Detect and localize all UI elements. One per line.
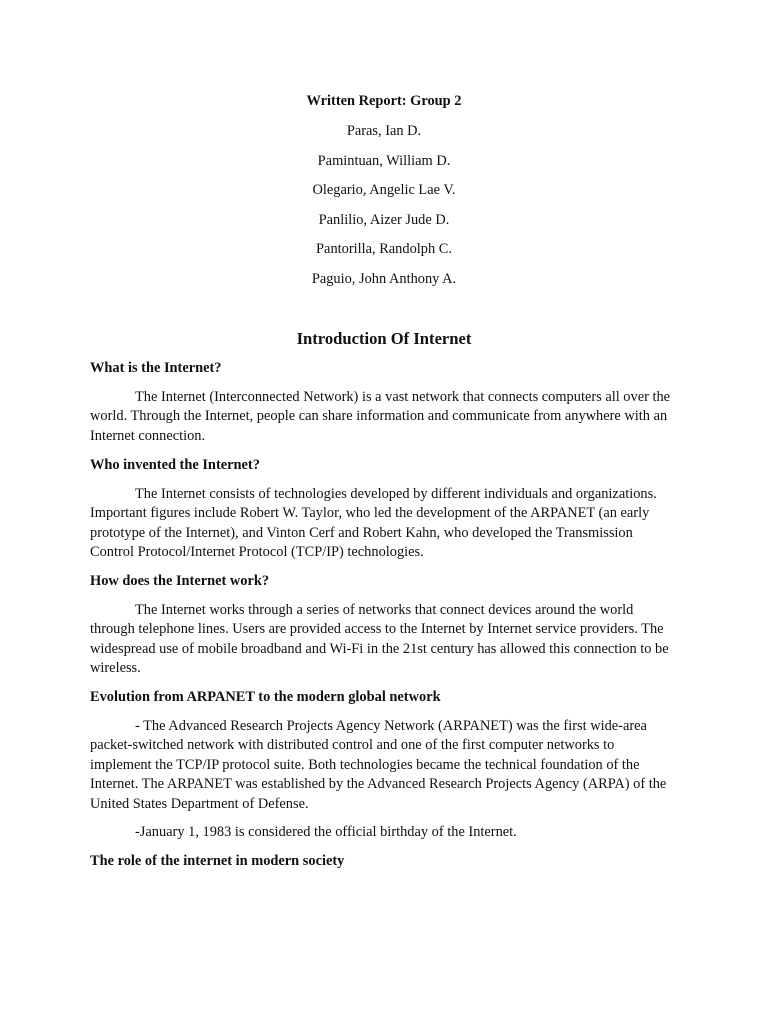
paragraph: -January 1, 1983 is considered the official birthday of the Internet. <box>135 824 517 841</box>
section-heading: The role of the internet in modern society <box>90 853 345 870</box>
author-name: Pamintuan, William D. <box>317 152 451 169</box>
paragraph: - The Advanced Research Projects Agency Network (ARPANET) was the first wide-area packet-switched network with distributed control and one of the first computer networks to implement the TCP/IP protocol suite. Both technologies became the technical foundation of the Internet. The ARPANET was established by the Advanced Research Projects Agency (ARPA) of the United States Department of Defense. <box>90 717 667 812</box>
report-title: Written Report: Group 2 <box>306 93 462 109</box>
paragraph: The Internet (Interconnected Network) is a vast network that connects computers all over the world. Through the Internet, people can share information and communicate from anywhere with an Internet connection. <box>90 388 671 444</box>
author-name: Paguio, John Anthony A. <box>311 270 457 287</box>
document-title: Introduction Of Internet <box>296 328 472 348</box>
section-who-invented <box>90 456 678 563</box>
paragraph: The Internet consists of technologies developed by different individuals and organizations. Important figures include Robert W. Taylor, who led the development of the ARPANET (an early prototype of the Internet), and Vinton Cerf and Robert Kahn, who developed the Transmission Control Protocol/Internet Protocol (TCP/IP) technologies. <box>90 485 657 560</box>
section-heading: How does the Internet work? <box>90 572 270 589</box>
report-header <box>90 0 678 289</box>
section-evolution <box>90 688 678 843</box>
section-heading: Who invented the Internet? <box>90 456 260 473</box>
paragraph: The Internet works through a series of networks that connect devices around the world through telephone lines. Users are provided access to the Internet by Internet service providers. The widespread use of mobile broadband and Wi-Fi in the 21st century has allowed this connection to be wireless. <box>90 601 669 677</box>
author-name: Panlilio, Aizer Jude D. <box>318 211 450 228</box>
author-name: Paras, Ian D. <box>346 123 422 139</box>
section-how-it-works <box>90 572 678 679</box>
section-what-is-internet <box>90 359 678 446</box>
section-role-in-society <box>90 852 678 872</box>
section-heading: What is the Internet? <box>90 359 222 376</box>
section-heading: Evolution from ARPANET to the modern global network <box>90 688 441 705</box>
author-name: Pantorilla, Randolph C. <box>316 241 452 258</box>
author-name: Olegario, Angelic Lae V. <box>312 182 456 199</box>
